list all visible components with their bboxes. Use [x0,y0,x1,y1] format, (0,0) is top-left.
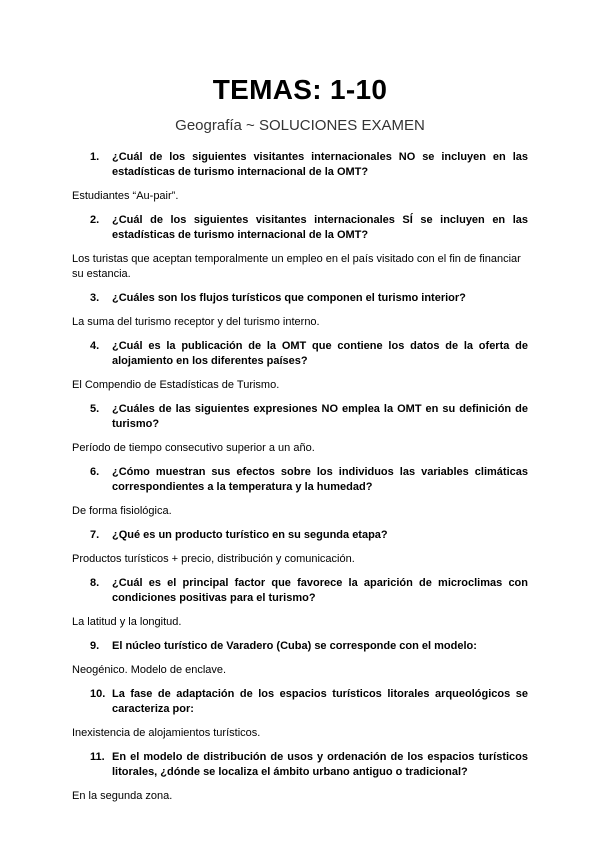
qa-item-3 [72,291,528,330]
question-text: La fase de adaptación de los espacios turísticos litorales arqueológicos se caracteriza por: [112,688,528,715]
question-number: 10. [90,688,106,700]
question-text: En el modelo de distribución de usos y ordenación de los espacios turísticos litorales, ¿dónde se localiza el ámbito urbano antiguo o tradicional? [112,751,528,778]
question [90,213,528,243]
answer-text: El Compendio de Estadísticas de Turismo. [72,379,280,391]
question-text: El núcleo turístico de Varadero (Cuba) se corresponde con el modelo: [112,640,477,652]
question-text: ¿Cómo muestran sus efectos sobre los individuos las variables climáticas correspondientes a la temperatura y la humedad? [112,466,528,493]
question-text: ¿Cuál de los siguientes visitantes internacionales NO se incluyen en las estadísticas de turismo internacional de la OMT? [112,151,528,178]
answer-text: Inexistencia de alojamientos turísticos. [72,727,261,739]
qa-item-9 [72,639,528,678]
question-text: ¿Cuál es la publicación de la OMT que contiene los datos de la oferta de alojamiento en los diferentes países? [112,340,528,367]
question-number: 5. [90,403,100,415]
question-answer-list [72,150,528,813]
question-number: 6. [90,466,100,478]
question-text: ¿Cuál de los siguientes visitantes internacionales SÍ se incluyen en las estadísticas de turismo internacional de la OMT? [112,214,528,241]
page-subtitle: Geografía ~ SOLUCIONES EXAMEN [175,117,425,134]
qa-item-4 [72,339,528,393]
answer-text: Período de tiempo consecutivo superior a un año. [72,442,315,454]
question-text: ¿Cuáles son los flujos turísticos que componen el turismo interior? [112,292,466,304]
question-text: ¿Qué es un producto turístico en su segunda etapa? [112,529,388,541]
page-title: TEMAS: 1-10 [212,74,388,105]
answer-text: En la segunda zona. [72,790,173,802]
question [90,528,528,543]
qa-item-1 [72,150,528,204]
answer-text: La latitud y la longitud. [72,616,182,628]
question-number: 7. [90,529,100,541]
question [90,339,528,369]
question [90,687,528,717]
question-number: 8. [90,577,100,589]
qa-item-11 [72,750,528,804]
qa-item-8 [72,576,528,630]
question [90,402,528,432]
answer-text: De forma fisiológica. [72,505,172,517]
question-text: ¿Cuál es el principal factor que favorece la aparición de microclimas con condiciones positivas para el turismo? [112,577,528,604]
answer-text: Los turistas que aceptan temporalmente un empleo en el país visitado con el fin de financiar su estancia. [72,253,521,280]
question-number: 9. [90,640,100,652]
question [90,576,528,606]
question-number: 3. [90,292,100,304]
question [90,150,528,180]
qa-item-6 [72,465,528,519]
question-number: 4. [90,340,100,352]
question-number: 11. [90,751,105,763]
answer-text: La suma del turismo receptor y del turismo interno. [72,316,320,328]
question [90,750,528,780]
answer-text: Neogénico. Modelo de enclave. [72,664,227,676]
answer-text: Estudiantes “Au-pair”. [72,190,179,202]
answer-text: Productos turísticos + precio, distribución y comunicación. [72,553,355,565]
qa-item-2 [72,213,528,282]
qa-item-7 [72,528,528,567]
qa-item-10 [72,687,528,741]
question [90,639,528,654]
qa-item-5 [72,402,528,456]
question-number: 2. [90,214,100,226]
question-text: ¿Cuáles de las siguientes expresiones NO emplea la OMT en su definición de turismo? [112,403,528,430]
question [90,465,528,495]
question [90,291,528,306]
question-number: 1. [90,151,100,163]
